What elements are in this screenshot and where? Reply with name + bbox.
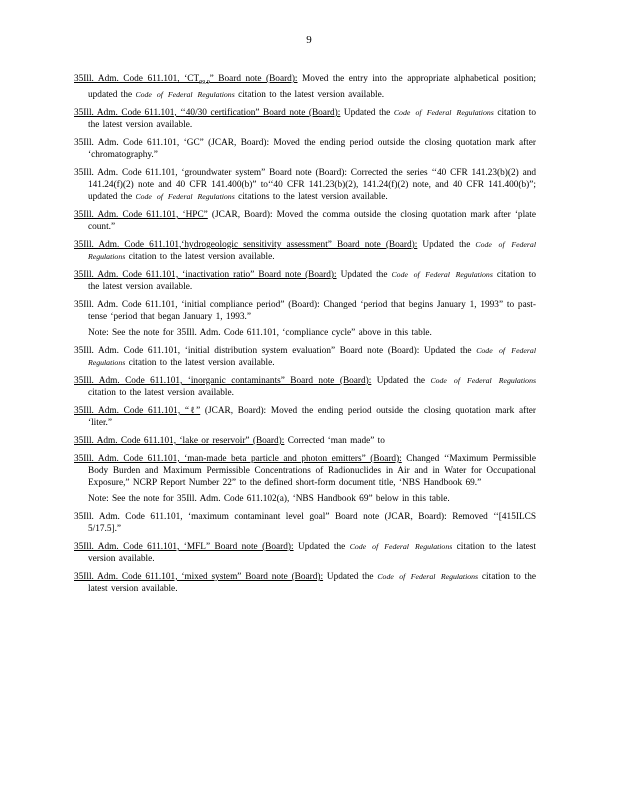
entry-lead: 35Ill. Adm. Code 611.101, ‘inorganic contaminants” Board note (Board):: [74, 375, 372, 386]
entry-mixed-system: 35Ill. Adm. Code 611.101, ‘mixed system” Board note (Board): Updated the Code of Federal Regulations citation to the latest version available.: [74, 571, 536, 594]
entry-liter: 35Ill. Adm. Code 611.101, “ℓ” (JCAR, Board): Moved the ending period outside the closing quotation mark after ‘liter.”: [74, 405, 536, 428]
entry-lead: 35Ill. Adm. Code 611.101, ‘mixed system” Board note (Board):: [74, 571, 324, 582]
cfr-citation: Code of Federal Regulations: [393, 107, 494, 117]
entry-lead: 35Ill. Adm. Code 611.101, ‘‘40/30 certification” Board note (Board):: [74, 107, 341, 118]
entry-lead: 35Ill. Adm. Code 611.101, ‘man-made beta particle and photon emitters” (Board):: [74, 453, 402, 464]
cfr-citation: Code of Federal Regulations: [430, 375, 536, 385]
entry-lead: 35Ill. Adm. Code 611.101, ‘MFL” Board note (Board):: [74, 541, 294, 552]
entry-ct: 35Ill. Adm. Code 611.101, ‘$CT_{99.9}$” Board note (Board): Moved the entry into the appropriate alphabetical position; updated the Code of Federal Regulations citation to the latest version available.: [74, 74, 536, 100]
cfr-citation: Code of Federal Regulations: [377, 571, 479, 581]
note-nbs-handbook: Note: See the note for 35Ill. Adm. Code 611.102(a), ‘NBS Handbook 69” below in this table.: [88, 493, 450, 504]
entry-initial-compliance: 35Ill. Adm. Code 611.101, ‘initial compliance period” (Board): Changed ‘period that begins January 1, 1993” to past-tense ‘period that began January 1, 1993.”: [74, 299, 536, 322]
entry-hydrogeologic: 35Ill. Adm. Code 611.101,‘hydrogeologic sensitivity assessment” Board note (Board): Updated the Code of Federal Regulations citation to the latest version available.: [74, 239, 536, 262]
cfr-citation: Code of Federal Regulations: [135, 89, 235, 99]
page-number: 9: [306, 34, 312, 46]
entry-mfl: 35Ill. Adm. Code 611.101, ‘MFL” Board note (Board): Updated the Code of Federal Regulations citation to the latest version available.: [74, 541, 537, 564]
entry-40-30: 35Ill. Adm. Code 611.101, ‘‘40/30 certification” Board note (Board): Updated the Code of Federal Regulations citation to the latest version available.: [74, 107, 537, 130]
entry-groundwater: 35Ill. Adm. Code 611.101, ‘groundwater system” Board note (Board): Corrected the series ‘‘40 CFR 141.23(b)(2) and 141.24(f)(2) note and 40 CFR 141.400(b)” to‘‘40 CFR 141.23(b)(2), 141.24(f)(2) note, and 40 CFR 141.400(b)”; updated the Code of Federal Regulations citations to the latest version available.: [74, 167, 536, 202]
entry-man-made: 35Ill. Adm. Code 611.101, ‘man-made beta particle and photon emitters” (Board): Changed ‘‘Maximum Permissible Body Burden and Maximum Permissible Concentrations of Radionuclides in Air and in Water for Occupational Exposure,” NCRP Report Number 22” to the defined short-form document title, ‘NBS Handbook 69.”: [74, 453, 536, 488]
entry-lead: 35Ill. Adm. Code 611.101, ‘HPC”: [74, 209, 208, 220]
entry-lead: 35Ill. Adm. Code 611.101, ‘$CT_{99.9}$” Board note (Board):: [74, 74, 298, 86]
entry-lead: 35Ill. Adm. Code 611.101, ‘maximum contaminant level goal” Board note (JCAR, Board):: [74, 511, 447, 522]
entry-lead: 35Ill. Adm. Code 611.101,‘hydrogeologic sensitivity assessment” Board note (Board):: [74, 239, 418, 250]
cfr-citation: Code of Federal Regulations: [88, 239, 536, 261]
entry-lead: 35Ill. Adm. Code 611.101, ‘inactivation ratio” Board note (Board):: [74, 269, 337, 280]
entry-initial-distribution: 35Ill. Adm. Code 611.101, ‘initial distribution system evaluation” Board note (Board): Updated the Code of Federal Regulations citation to the latest version available.: [74, 345, 536, 368]
entry-lake-reservoir: 35Ill. Adm. Code 611.101, ‘lake or reservoir” (Board): Corrected ‘man made” to: [74, 435, 385, 446]
entry-gc: 35Ill. Adm. Code 611.101, ‘GC” (JCAR, Board): Moved the ending period outside the closing quotation mark after ‘chromatography.”: [74, 137, 536, 160]
entry-lead: 35Ill. Adm. Code 611.101, “ℓ”: [74, 405, 201, 416]
entry-list: [74, 73, 536, 601]
cfr-citation: Code of Federal Regulations: [135, 191, 235, 201]
cfr-citation: Code of Federal Regulations: [391, 269, 493, 279]
cfr-citation: Code of Federal Regulations: [88, 345, 536, 367]
entry-hpc: 35Ill. Adm. Code 611.101, ‘HPC” (JCAR, Board): Moved the comma outside the closing quotation mark after ‘plate count.”: [74, 209, 537, 232]
entry-mclg: 35Ill. Adm. Code 611.101, ‘maximum contaminant level goal” Board note (JCAR, Board): Removed ‘‘[415ILCS 5/17.5].”: [74, 511, 536, 534]
cfr-citation: Code of Federal Regulations: [349, 541, 453, 551]
entry-lead: 35Ill. Adm. Code 611.101, ‘lake or reservoir” (Board):: [74, 435, 285, 446]
entry-inactivation: 35Ill. Adm. Code 611.101, ‘inactivation ratio” Board note (Board): Updated the Code of Federal Regulations citation to the latest version available.: [74, 269, 536, 292]
entry-inorganic: 35Ill. Adm. Code 611.101, ‘inorganic contaminants” Board note (Board): Updated the Code of Federal Regulations citation to the latest version available.: [74, 375, 536, 398]
note-compliance-cycle: Note: See the note for 35Ill. Adm. Code 611.101, ‘compliance cycle” above in this table.: [88, 327, 432, 338]
